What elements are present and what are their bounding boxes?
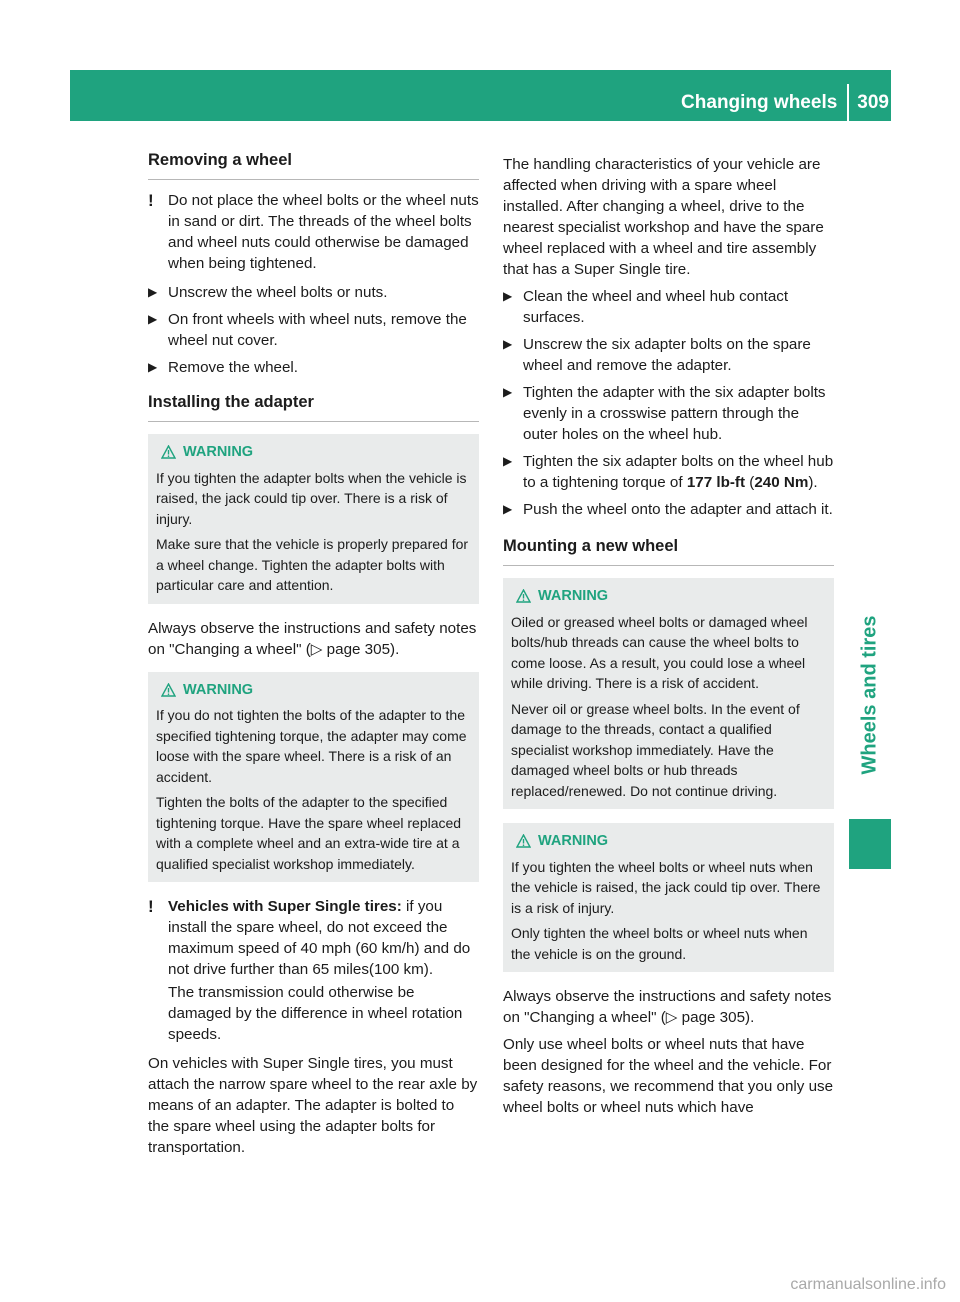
arrow-step-icon: ▶ (503, 385, 513, 399)
warning-text: If you tighten the adapter bolts when the vehicle is raised, the jack could tip over. There is a risk of injury. (156, 469, 467, 527)
observe-paragraph (148, 618, 479, 660)
arrow-step-icon: ▶ (148, 312, 158, 326)
step-text: Push the wheel onto the adapter and attach it. (523, 501, 833, 518)
list-item (503, 382, 834, 445)
step-text: Tighten the adapter with the six adapter bolts evenly in a crosswise pattern through the outer holes on the wheel hub. (523, 384, 826, 443)
warning-header (156, 680, 471, 701)
torque-lbft: 177 lb-ft (686, 474, 746, 491)
list-item (148, 282, 479, 303)
warning-text: Oiled or greased wheel bolts or damaged wheel bolts/hub threads can cause the wheel bolts to come loose. As a result, you could lose a wheel while driving. There is a risk of accident. (511, 613, 808, 691)
warning-box (503, 823, 834, 972)
warning-triangle-icon (161, 683, 176, 697)
arrow-step-icon: ▶ (503, 337, 513, 351)
adapter-paragraph: On vehicles with Super Single tires, you must attach the narrow spare wheel to the rear axle by means of an adapter. The adapter is bolted to the spare wheel using the adapter bolts for transportation. (148, 1055, 478, 1156)
warning-text: Make sure that the vehicle is properly prepared for a wheel change. Tighten the adapter bolts with particular care and attention. (156, 536, 469, 593)
torque-sep: ( (745, 474, 755, 491)
step-text: Remove the wheel. (168, 359, 299, 376)
list-item (148, 357, 479, 378)
step-text: Unscrew the six adapter bolts on the spare wheel and remove the adapter. (523, 336, 811, 374)
warning-text: Tighten the bolts of the adapter to the specified tightening torque. Have the spare wheel replaced with a complete wheel and an extra-wide tire at a qualified specialist workshop immediately. (156, 794, 462, 872)
torque-nm: 240 Nm (754, 474, 809, 491)
arrow-step-icon: ▶ (148, 285, 158, 299)
warning-text: If you do not tighten the bolts of the adapter to the specified tightening torque, the adapter may come loose with the spare wheel. There is a risk of an accident. (156, 707, 467, 785)
list-item (503, 334, 834, 376)
super-single-text: if you install the spare wheel, do not exceed the maximum speed of 40 mph (60 km/h) and do not drive further than 65 miles(100 km). (168, 898, 471, 978)
warning-triangle-icon (516, 589, 531, 603)
exclamation-icon: ! (148, 191, 154, 210)
handling-paragraph: The handling characteristics of your vehicle are affected when driving with a spare wheel installed. After changing a wheel, drive to the nearest specialist workshop and have the spare wheel replaced with a wheel and tire assembly that has a Super Single tire. (503, 156, 824, 278)
right-column (503, 154, 834, 1124)
list-item (148, 309, 479, 351)
side-tab (849, 600, 891, 790)
arrow-step-icon: ▶ (503, 289, 513, 303)
step-text: On front wheels with wheel nuts, remove the wheel nut cover. (168, 311, 467, 349)
header (681, 88, 889, 118)
warning-label: WARNING (183, 444, 254, 460)
observe-paragraph (503, 986, 834, 1028)
warning-header (511, 831, 826, 852)
warning-header (156, 442, 471, 463)
mounting-heading: Mounting a new wheel (503, 536, 834, 566)
list-item (503, 451, 834, 493)
observe-text: Always observe the instructions and safety notes on "Changing a wheel" ( (148, 619, 477, 658)
warning-text: If you tighten the wheel bolts or wheel nuts when the vehicle is raised, the jack could tip over. There is a risk of injury. (511, 858, 821, 916)
step-text: Tighten the six adapter bolts on the wheel hub to a tightening torque of (523, 453, 834, 491)
observe-text-end: page 305). (322, 640, 400, 658)
side-tab-label: Wheels and tires (858, 615, 881, 775)
list-item (503, 499, 834, 520)
only-use-paragraph: Only use wheel bolts or wheel nuts that have been designed for the wheel and the vehicle. For safety reasons, we recommend that you only use wheel bolts or wheel nuts which have (503, 1036, 834, 1116)
list-item (503, 286, 834, 328)
removing-heading: Removing a wheel (148, 150, 479, 180)
page-number: 309 (857, 92, 889, 113)
warning-label: WARNING (538, 833, 609, 849)
super-single-text-2: The transmission could otherwise be damaged by the difference in wheel rotation speeds. (168, 984, 463, 1043)
installing-heading: Installing the adapter (148, 392, 479, 422)
removing-note (148, 190, 479, 274)
page-ref-icon: ▷ (310, 640, 323, 658)
page-ref-icon: ▷ (665, 1009, 678, 1026)
header-divider (847, 84, 849, 122)
warning-triangle-icon (161, 445, 176, 459)
arrow-step-icon: ▶ (503, 502, 513, 516)
left-column (148, 150, 479, 1164)
super-single-note (148, 896, 479, 1045)
step-text: Unscrew the wheel bolts or nuts. (168, 284, 388, 301)
super-single-label: Vehicles with Super Single tires: (168, 898, 402, 915)
arrow-step-icon: ▶ (148, 360, 158, 374)
step-text: Clean the wheel and wheel hub contact surfaces. (523, 288, 789, 326)
removing-note-text: Do not place the wheel bolts or the wheel nuts in sand or dirt. The threads of the wheel bolts and wheel nuts could otherwise be damaged when being tightened. (168, 192, 479, 272)
warning-header (511, 586, 826, 607)
exclamation-icon: ! (148, 897, 154, 916)
warning-text: Never oil or grease wheel bolts. In the event of damage to the threads, contact a qualified specialist workshop immediately. Have the damaged wheel bolts or hub threads replaced/renewed. Do not continue driving. (511, 700, 800, 799)
warning-triangle-icon (516, 834, 531, 848)
arrow-step-icon: ▶ (503, 454, 513, 468)
side-marker (849, 819, 891, 869)
warning-label: WARNING (538, 588, 609, 604)
section-title: Changing wheels (681, 92, 838, 113)
warning-box (148, 434, 479, 604)
torque-end: ). (808, 474, 818, 491)
warning-box (503, 578, 834, 809)
warning-box (148, 672, 479, 883)
warning-text: Only tighten the wheel bolts or wheel nuts when the vehicle is on the ground. (511, 925, 808, 962)
warning-label: WARNING (183, 681, 254, 698)
observe-text-end: page 305). (677, 1009, 755, 1026)
watermark: carmanualsonline.info (790, 1276, 946, 1293)
observe-text: Always observe the instructions and safety notes on "Changing a wheel" ( (503, 988, 832, 1026)
